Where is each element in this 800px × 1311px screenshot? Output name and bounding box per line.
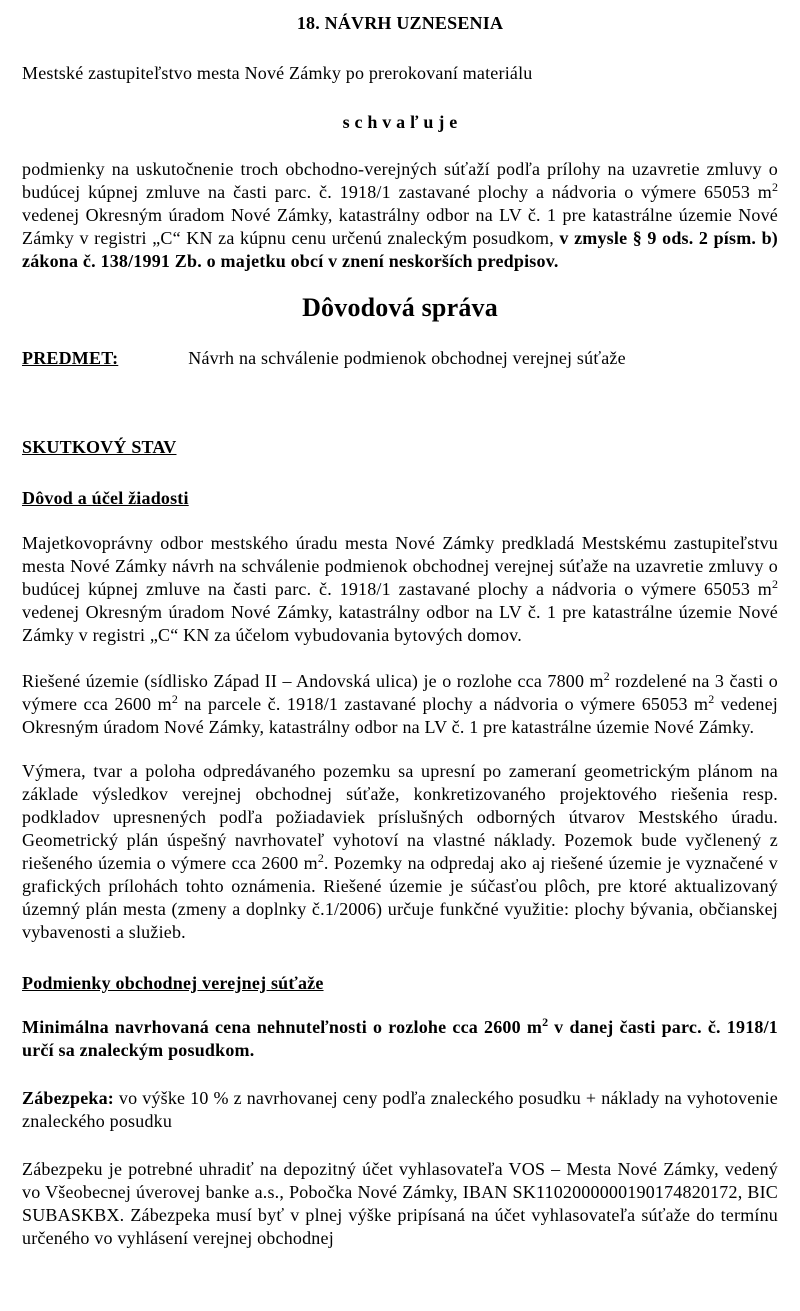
dovodova-sprava-heading bbox=[22, 291, 778, 325]
majetkovopravny-paragraph-text: vedenej Okresným úradom Nové Zámky, katastrálny odbor na LV č. 1 pre katastrálne územie Nové Zámky v registri „C“ KN za účelom vybudovania bytových domov. bbox=[22, 602, 778, 645]
vymera-paragraph bbox=[22, 760, 778, 944]
dovodova-sprava-heading-text: Dôvodová správa bbox=[302, 293, 498, 322]
riesene-uzemie-paragraph-text: 2 bbox=[603, 669, 610, 683]
skutkovy-stav-heading-text: SKUTKOVÝ STAV bbox=[22, 437, 177, 457]
minimalna-cena-paragraph-text: Minimálna navrhovaná cena nehnuteľnosti o rozlohe cca 2600 m bbox=[22, 1017, 543, 1037]
schvaluje-line-text: s c h v a ľ u j e bbox=[342, 112, 458, 132]
zabezpeka-uhrada-paragraph bbox=[22, 1158, 778, 1250]
riesene-uzemie-paragraph-text: 2 bbox=[708, 692, 715, 706]
riesene-uzemie-paragraph-text: 2 bbox=[171, 692, 178, 706]
vymera-paragraph-text: . Pozemky na odpredaj ako aj riešené územie je vyznačené v grafických prílohách tohto oznámenia. Riešené územie je súčasťou plôch, pre ktoré aktualizovaný územný plán mesta (zmeny a doplnky č.1/2006) určuje funkčné využitie: plochy bývania, občianskej vybavenosti a služieb. bbox=[22, 853, 778, 942]
resolution-paragraph-text: 2 bbox=[772, 180, 778, 194]
resolution-paragraph-text: podmienky na uskutočnenie troch obchodno-verejných súťaží podľa prílohy na uzavretie zmluvy o budúcej kúpnej zmluve na časti parc. č. 1918/1 zastavané plochy a nádvoria o výmere 65053 m bbox=[22, 159, 778, 202]
zabezpeka-paragraph-text: vo výške 10 % z navrhovanej ceny podľa znaleckého posudku + náklady na vyhotovenie znaleckého posudku bbox=[22, 1088, 778, 1131]
majetkovopravny-paragraph-text: 2 bbox=[772, 577, 778, 591]
majetkovopravny-paragraph bbox=[22, 532, 778, 647]
predmet-line-text: PREDMET: bbox=[22, 348, 119, 368]
doc-title bbox=[22, 12, 778, 35]
resolution-paragraph-text: v zmysle § 9 ods. 2 písm. b) zákona č. 138/1991 Zb. o majetku obcí v znení neskorších predpisov. bbox=[22, 228, 778, 271]
zabezpeka-paragraph bbox=[22, 1087, 778, 1133]
predmet-line-text: Návrh na schválenie podmienok obchodnej verejnej súťaže bbox=[188, 348, 626, 368]
riesene-uzemie-paragraph-text: Riešené územie (sídlisko Západ II – Andovská ulica) je o rozlohe cca 7800 m bbox=[22, 671, 604, 691]
resolution-paragraph-text: vedenej Okresným úradom Nové Zámky, katastrálny odbor na LV č. 1 pre katastrálne územie Nové Zámky v registri „C“ KN za kúpnu cenu určenú znaleckým posudkom, bbox=[22, 205, 778, 248]
zabezpeka-uhrada-paragraph-text: Zábezpeku je potrebné uhradiť na depozitný účet vyhlasovateľa VOS – Mesta Nové Zámky, vedený vo Všeobecnej úverovej banke a.s., Pobočka Nové Zámky, IBAN SK1102000000190174820172, BIC SUBASKBX. Zábezpeka musí byť v plnej výške pripísaná na účet vyhlasovateľa súťaže do termínu určeného vo vyhlásení verejnej obchodnej bbox=[22, 1159, 778, 1248]
riesene-uzemie-paragraph bbox=[22, 670, 778, 739]
riesene-uzemie-paragraph-text: vedenej Okresným úradom Nové Zámky, katastrálny odbor na LV č. 1 pre katastrálne územie Nové Zámky. bbox=[22, 694, 778, 737]
predmet-line bbox=[22, 347, 778, 370]
intro-line bbox=[22, 62, 778, 85]
podmienky-heading-text: Podmienky obchodnej verejnej súťaže bbox=[22, 973, 324, 993]
schvaluje-line bbox=[22, 111, 778, 134]
vymera-paragraph-text: Výmera, tvar a poloha odpredávaného pozemku sa upresní po zameraní geometrickým plánom na základe výsledkov verejnej obchodnej súťaže, konkretizovaného projektového riešenia resp. podkladov upresnených podľa požiadaviek príslušných odborných útvarov Mestského úradu. Geometrický plán úspešný navrhovateľ vyhotoví na vlastné náklady. Pozemok bude vyčlenený z riešeného územia o výmere cca 2600 m bbox=[22, 761, 778, 873]
riesene-uzemie-paragraph-text: na parcele č. 1918/1 zastavané plochy a nádvoria o výmere 65053 m bbox=[177, 694, 709, 714]
minimalna-cena-paragraph-text: 2 bbox=[542, 1015, 549, 1029]
riesene-uzemie-paragraph-text: rozdelené na 3 časti o výmere cca 2600 m bbox=[22, 671, 778, 714]
majetkovopravny-paragraph-text: Majetkovoprávny odbor mestského úradu mesta Nové Zámky predkladá Mestskému zastupiteľstvu mesta Nové Zámky návrh na schválenie podmienok obchodnej verejnej súťaže na uzavretie zmluvy o budúcej kúpnej zmluve na časti parc. č. 1918/1 zastavané plochy a nádvoria o výmere 65053 m bbox=[22, 533, 778, 599]
dovod-ucel-heading-text: Dôvod a účel žiadosti bbox=[22, 488, 189, 508]
doc-title-text: 18. NÁVRH UZNESENIA bbox=[296, 13, 504, 33]
vymera-paragraph-text: 2 bbox=[317, 851, 324, 865]
resolution-paragraph bbox=[22, 158, 778, 273]
zabezpeka-paragraph-text: Zábezpeka: bbox=[22, 1088, 114, 1108]
skutkovy-stav-heading bbox=[22, 436, 778, 459]
intro-line-text: Mestské zastupiteľstvo mesta Nové Zámky po prerokovaní materiálu bbox=[22, 63, 533, 83]
podmienky-heading bbox=[22, 972, 778, 995]
minimalna-cena-paragraph bbox=[22, 1016, 778, 1062]
dovod-ucel-heading bbox=[22, 487, 778, 510]
minimalna-cena-paragraph-text: v danej časti parc. č. 1918/1 určí sa znaleckým posudkom. bbox=[22, 1017, 779, 1060]
